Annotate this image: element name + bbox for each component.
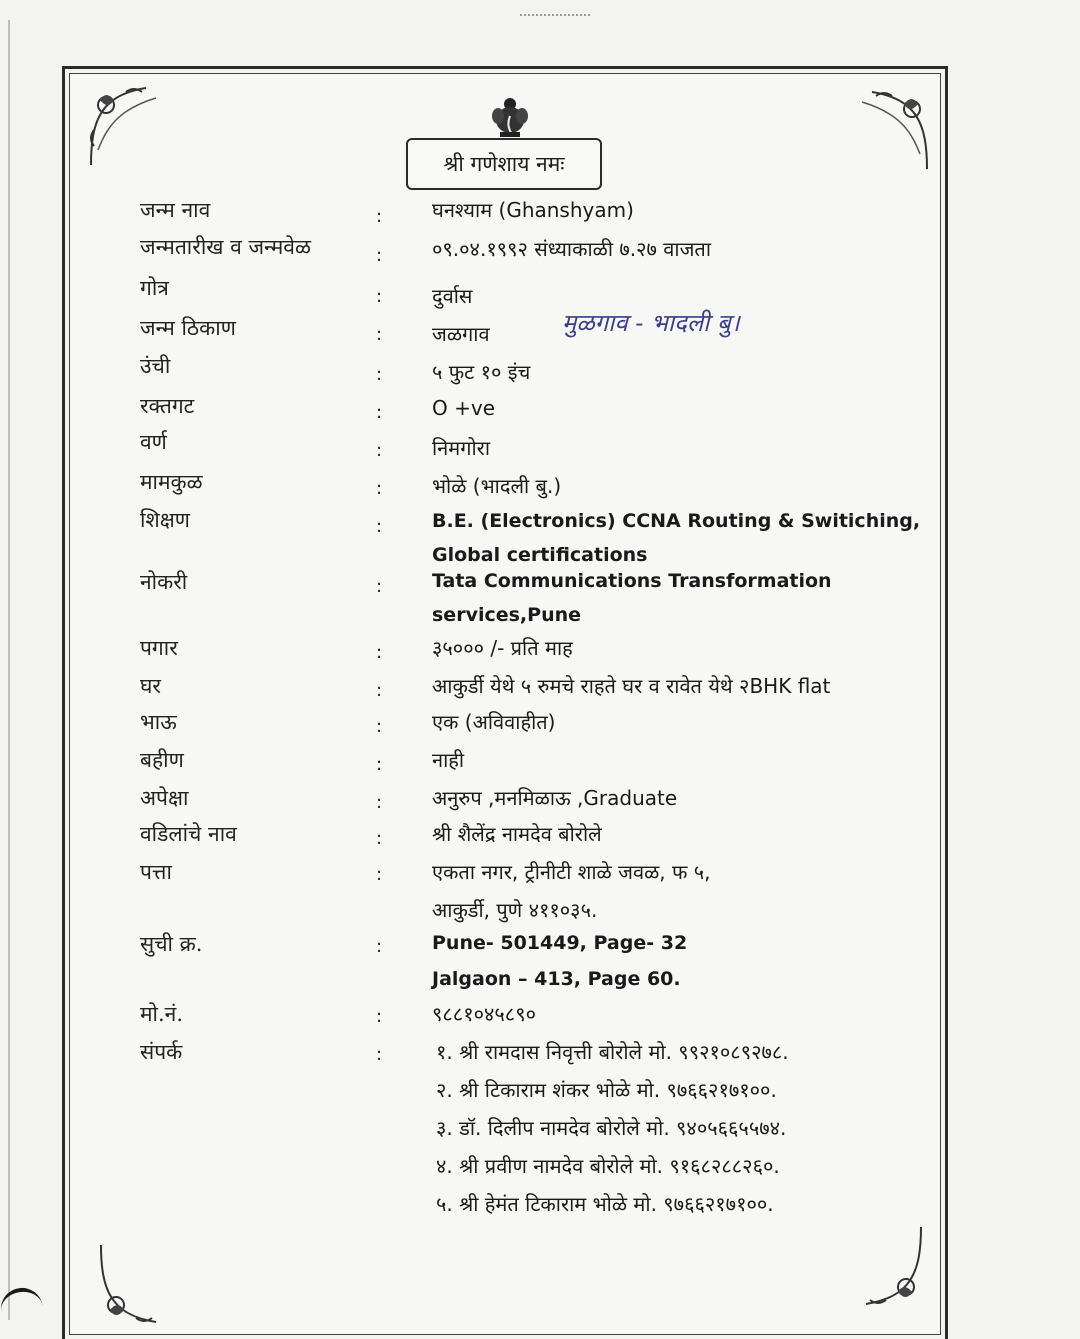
label-father-name: वडिलांचे नाव <box>140 822 237 846</box>
value-birth-place: जळगाव <box>432 322 490 346</box>
label-job: नोकरी <box>140 570 188 594</box>
top-scribble <box>520 14 590 20</box>
label-maternal-family: मामकुळ <box>140 470 203 494</box>
colon: : <box>376 1006 383 1027</box>
invocation-box: श्री गणेशाय नमः <box>406 138 602 190</box>
label-contacts: संपर्क <box>140 1040 183 1064</box>
colon: : <box>376 936 383 957</box>
value-birth-name: घनश्याम (Ghanshyam) <box>432 198 634 222</box>
page-edge <box>8 20 10 1320</box>
colon: : <box>376 864 383 885</box>
value-job: Tata Communications Transformation <box>432 570 832 592</box>
colon: : <box>376 206 383 227</box>
colon: : <box>376 642 383 663</box>
label-birth-place: जन्म ठिकाण <box>140 316 236 340</box>
colon: : <box>376 402 383 423</box>
colon: : <box>376 324 383 345</box>
label-index-number: सुची क्र. <box>140 932 203 956</box>
label-height: उंची <box>140 354 171 378</box>
value-job-line2: services,Pune <box>432 604 582 626</box>
label-birth-name: जन्म नाव <box>140 198 211 222</box>
corner-ornament-top-right <box>852 84 932 174</box>
label-birth-date: जन्मतारीख व जन्मवेळ <box>140 235 311 259</box>
contact-item: ३. डॉ. दिलीप नामदेव बोरोले मो. ९४०५६६५५७४. <box>436 1116 787 1140</box>
label-complexion: वर्ण <box>140 430 167 454</box>
contact-item: २. श्री टिकाराम शंकर भोळे मो. ९७६६२१७१००. <box>436 1078 777 1102</box>
value-height: ५ फुट १० इंच <box>432 360 531 384</box>
value-index-number: Pune- 501449, Page- 32 <box>432 932 688 954</box>
ganesha-icon <box>490 96 530 138</box>
colon: : <box>376 680 383 701</box>
colon: : <box>376 1044 383 1065</box>
value-complexion: निमगोरा <box>432 436 491 460</box>
colon: : <box>376 576 383 597</box>
corner-ornament-bottom-right <box>846 1222 926 1312</box>
colon: : <box>376 478 383 499</box>
label-address: पत्ता <box>140 860 172 884</box>
colon: : <box>376 716 383 737</box>
colon: : <box>376 516 383 537</box>
value-education-line2: Global certifications <box>432 544 648 566</box>
label-house: घर <box>140 674 161 698</box>
value-salary: ३५००० /- प्रति माह <box>432 636 573 660</box>
value-address: एकता नगर, ट्रीनीटी शाळे जवळ, फ ५, <box>432 860 711 884</box>
colon: : <box>376 364 383 385</box>
colon: : <box>376 754 383 775</box>
value-father-name: श्री शैलेंद्र नामदेव बोरोले <box>432 822 602 846</box>
contact-item: ५. श्री हेमंत टिकाराम भोळे मो. ९७६६२१७१००. <box>436 1192 774 1216</box>
value-gotra: दुर्वास <box>432 284 473 308</box>
value-sister: नाही <box>432 748 465 772</box>
corner-ornament-bottom-left <box>96 1240 176 1330</box>
colon: : <box>376 245 383 266</box>
label-brother: भाऊ <box>140 710 177 734</box>
value-mobile: ९८८१०४५८९० <box>432 1002 536 1026</box>
value-brother: एक (अविवाहीत) <box>432 710 556 734</box>
label-sister: बहीण <box>140 748 184 772</box>
contact-item: १. श्री रामदास निवृत्ती बोरोले मो. ९९२१०८९२७८. <box>436 1040 789 1064</box>
label-salary: पगार <box>140 636 178 660</box>
colon: : <box>376 286 383 307</box>
label-blood-group: रक्तगट <box>140 394 195 418</box>
value-expectations: अनुरुप ,मनमिळाऊ ,Graduate <box>432 786 678 810</box>
value-birth-date: ०९.०४.१९९२ संध्याकाळी ७.२७ वाजता <box>432 237 712 261</box>
contact-item: ४. श्री प्रवीण नामदेव बोरोले मो. ९१६८२८८२६०. <box>436 1154 780 1178</box>
label-mobile: मो.नं. <box>140 1002 184 1026</box>
binder-mark <box>0 1285 44 1319</box>
label-gotra: गोत्र <box>140 276 169 300</box>
value-index-number-line2: Jalgaon – 413, Page 60. <box>432 968 681 990</box>
colon: : <box>376 828 383 849</box>
label-education: शिक्षण <box>140 508 190 532</box>
label-expectations: अपेक्षा <box>140 786 189 810</box>
value-address-line2: आकुर्डी, पुणे ४११०३५. <box>432 898 598 922</box>
colon: : <box>376 792 383 813</box>
handwritten-native-place: मुळगाव - भादली बु। <box>562 309 740 337</box>
value-blood-group: O +ve <box>432 396 495 420</box>
value-maternal-family: भोळे (भादली बु.) <box>432 474 562 498</box>
value-education: B.E. (Electronics) CCNA Routing & Switiching, <box>432 510 921 532</box>
colon: : <box>376 440 383 461</box>
value-house: आकुर्डी येथे ५ रुमचे राहते घर व रावेत येथे २BHK flat <box>432 674 831 698</box>
corner-ornament-top-left <box>86 80 166 170</box>
